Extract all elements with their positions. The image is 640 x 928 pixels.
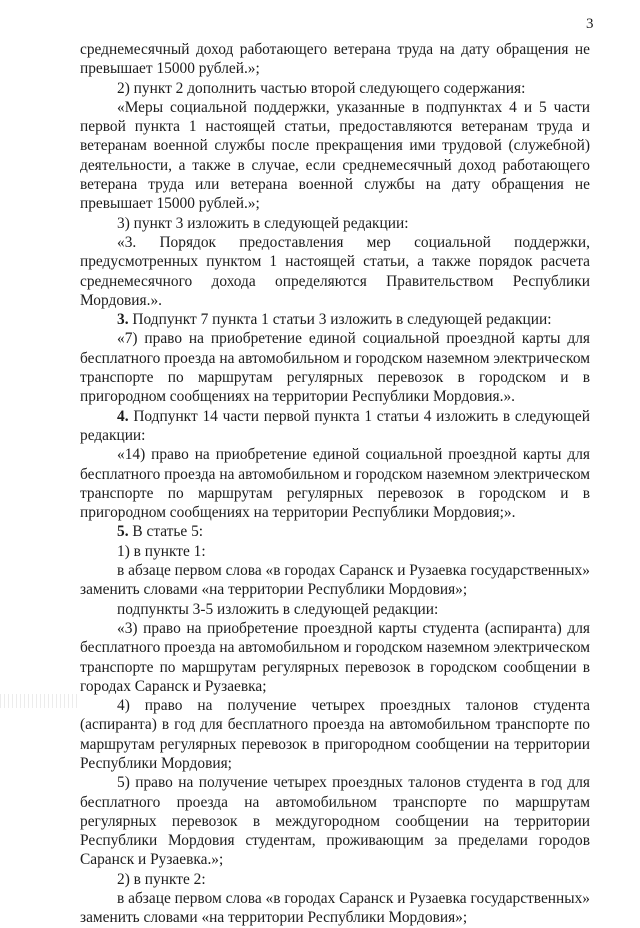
paragraph: «7) право на приобретение единой социальной проездной карты для бесплатного проезда на автомобильном и городском наземном электрическом транспорте по маршрутам регулярных перевозок в городском и в пригородном сообщениях на территории Республики Мордовия.». (80, 330, 590, 406)
paragraph: 4) право на получение четырех проездных талонов студента (аспиранта) в год для бесплатного проезда на автомобильном транспорте по маршрутам регулярных перевозок в пригородном сообщении на территории Республики Мордовия; (80, 697, 590, 772)
paragraph: подпункты 3-5 изложить в следующей редакции: (117, 600, 439, 618)
paragraph (80, 407, 590, 446)
paragraph (80, 310, 590, 329)
paragraph: 5) право на получение четырех проездных талонов студента в год для бесплатного проезда на автомобильном транспорте по маршрутам регулярных перевозок в междугородном сообщении на территории Республики Мордовия студентам, проживающим за пределами городов Саранск и Рузаевка.»; (80, 774, 590, 869)
paragraph-text: Подпункт 14 части первой пункта 1 статьи 4 изложить в следующей редакции: (80, 407, 590, 444)
paragraph: 1) в пункте 1: (117, 542, 206, 560)
page-number: 3 (586, 16, 594, 32)
paragraph: «3) право на приобретение проездной карты студента (аспиранта) для бесплатного проезда на автомобильном и городском наземном электрическом транспорте по маршрутам регулярных перевозок в городском сообщении в городах Саранск и Рузаевка; (80, 619, 590, 695)
paragraph: «Меры социальной поддержки, указанные в подпунктах 4 и 5 части первой пункта 1 настоящей статьи, предоставляются ветеранам труда и ветеранам военной службы после прекращения ими трудовой (служебной) деятельности, а также в случае, если среднемесячный доход работающего ветерана труда или ветерана военной службы на дату обращения не превышает 15000 рублей.»; (80, 98, 590, 213)
paragraph: среднемесячный доход работающего ветерана труда на дату обращения не превышает 15000 рублей.»; (80, 41, 590, 78)
item-number: 4. (117, 407, 129, 425)
paragraph: «14) право на приобретение единой социальной проездной карты для бесплатного проезда на автомобильном и городском наземном электрическом транспорте по маршрутам регулярных перевозок в городском и в пригородном сообщениях на территории Республики Мордовия;». (80, 446, 590, 522)
paragraph: «3. Порядок предоставления мер социальной поддержки, предусмотренных пунктом 1 настоящей статьи, а также порядок расчета среднемесячного дохода определяются Правительством Республики Мордовия.». (80, 233, 590, 309)
paragraph-text: В статье 5: (128, 523, 204, 541)
paragraph: в абзаце первом слова «в городах Саранск и Рузаевка государственных» заменить словами «на территории Республики Мордовия»; (80, 562, 590, 599)
document-body (80, 40, 590, 928)
paragraph-text: Подпункт 7 пункта 1 статьи 3 изложить в следующей редакции: (128, 311, 552, 329)
paragraph: 2) пункт 2 дополнить частью второй следующего содержания: (117, 79, 526, 97)
paragraph: 3) пункт 3 изложить в следующей редакции: (117, 214, 409, 232)
paragraph: 2) в пункте 2: (117, 870, 206, 888)
scan-artifact (0, 694, 78, 708)
item-number: 3. (117, 311, 129, 329)
item-number: 5. (117, 523, 129, 541)
paragraph: в абзаце первом слова «в городах Саранск и Рузаевка государственных» заменить словами «на территории Республики Мордовия»; (80, 890, 590, 927)
paragraph (80, 522, 590, 541)
